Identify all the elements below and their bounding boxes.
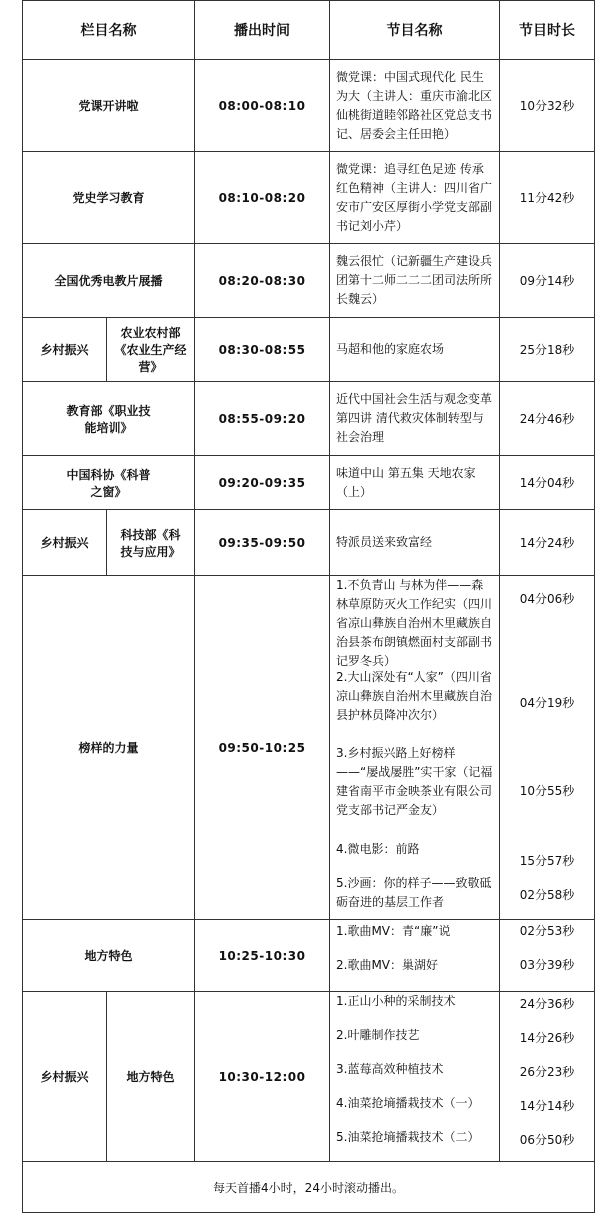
column-name-secondary: 农业农村部《农业生产经营》 xyxy=(107,318,195,382)
table-row xyxy=(23,244,595,318)
program-duration: 24分36秒 xyxy=(519,997,575,1011)
header-duration: 节目时长 xyxy=(500,1,595,60)
header-program-name: 节目名称 xyxy=(330,1,500,60)
program-item: 2.叶雕制作技艺 xyxy=(336,1028,420,1042)
program-item: 1.不负青山 与林为伴——森林草原防灭火工作纪实（四川省凉山彝族自治州木里藏族自治县茶布朗镇燃面村支部副书记罗冬兵） xyxy=(336,578,493,668)
column-name: 地方特色 xyxy=(23,920,195,992)
header-column-name: 栏目名称 xyxy=(23,1,195,60)
column-name-primary: 乡村振兴 xyxy=(23,318,107,382)
header-broadcast-time: 播出时间 xyxy=(195,1,330,60)
table-row xyxy=(23,152,595,244)
broadcast-time: 08:00-08:10 xyxy=(195,60,330,152)
broadcast-time: 08:30-08:55 xyxy=(195,318,330,382)
program-list xyxy=(336,576,493,916)
broadcast-time: 09:20-09:35 xyxy=(195,456,330,510)
table-row xyxy=(23,318,595,382)
program-duration: 14分04秒 xyxy=(500,456,595,510)
column-name: 中国科协《科普之窗》 xyxy=(23,456,195,510)
program-item: 5.油菜抢墒播栽技术（二） xyxy=(336,1130,480,1144)
broadcast-time: 08:10-08:20 xyxy=(195,152,330,244)
broadcast-time: 09:35-09:50 xyxy=(195,510,330,576)
program-duration: 09分14秒 xyxy=(500,244,595,318)
program-name: 微党课：追寻红色足迹 传承红色精神（主讲人：四川省广安市广安区厚街小学党支部副书记刘小芹） xyxy=(330,152,500,244)
program-item: 5.沙画：你的样子——致敬砥砺奋进的基层工作者 xyxy=(336,876,492,909)
program-duration: 26分23秒 xyxy=(519,1065,575,1079)
program-duration: 03分39秒 xyxy=(519,958,575,972)
program-item: 4.油菜抢墒播栽技术（一） xyxy=(336,1096,480,1110)
program-item: 2.歌曲MV：巢湖好 xyxy=(336,958,439,972)
program-item: 1.正山小种的采制技术 xyxy=(336,994,456,1008)
column-name: 党史学习教育 xyxy=(23,152,195,244)
column-name-primary: 乡村振兴 xyxy=(23,510,107,576)
program-list-cell xyxy=(330,920,500,992)
program-item: 4.微电影：前路 xyxy=(336,842,420,856)
program-duration: 14分26秒 xyxy=(519,1031,575,1045)
column-name: 党课开讲啦 xyxy=(23,60,195,152)
program-duration: 11分42秒 xyxy=(500,152,595,244)
program-item: 3.乡村振兴路上好榜样——“屡战屡胜”实干家（记福建省南平市金映茶业有限公司党支部书记严金友） xyxy=(336,746,493,817)
program-duration: 04分19秒 xyxy=(519,696,575,710)
program-name: 马超和他的家庭农场 xyxy=(330,318,500,382)
duration-list-cell xyxy=(500,920,595,992)
column-name: 榜样的力量 xyxy=(23,576,195,920)
program-list-cell xyxy=(330,992,500,1162)
program-item: 3.蓝莓高效种植技术 xyxy=(336,1062,444,1076)
program-name: 味道中山 第五集 天地农家（上） xyxy=(330,456,500,510)
table-row xyxy=(23,382,595,456)
table-row xyxy=(23,60,595,152)
broadcast-time: 09:50-10:25 xyxy=(195,576,330,920)
table-row xyxy=(23,510,595,576)
column-name: 全国优秀电教片展播 xyxy=(23,244,195,318)
program-duration: 24分46秒 xyxy=(500,382,595,456)
program-item: 2.大山深处有“人家”（四川省凉山彝族自治州木里藏族自治县护林员降冲次尔） xyxy=(336,670,493,722)
program-name: 微党课：中国式现代化 民生为大（主讲人：重庆市渝北区仙桃街道睦邻路社区党总支书记、居委会主任田艳） xyxy=(330,60,500,152)
program-duration: 02分53秒 xyxy=(519,924,575,938)
program-name: 特派员送来致富经 xyxy=(330,510,500,576)
program-name: 魏云很忙（记新疆生产建设兵团第十二师二二二团司法所所长魏云） xyxy=(330,244,500,318)
column-name-secondary: 地方特色 xyxy=(107,992,195,1162)
table-row xyxy=(23,920,595,992)
column-name-primary: 乡村振兴 xyxy=(23,992,107,1162)
table-row xyxy=(23,456,595,510)
column-name: 教育部《职业技能培训》 xyxy=(23,382,195,456)
duration-list xyxy=(500,576,594,916)
program-name: 近代中国社会生活与观念变革 第四讲 清代救灾体制转型与社会治理 xyxy=(330,382,500,456)
program-duration: 14分14秒 xyxy=(519,1099,575,1113)
duration-list-cell xyxy=(500,992,595,1162)
program-duration: 10分55秒 xyxy=(519,784,575,798)
program-duration: 25分18秒 xyxy=(500,318,595,382)
schedule-table xyxy=(22,0,595,1213)
broadcast-time: 08:20-08:30 xyxy=(195,244,330,318)
program-duration: 02分58秒 xyxy=(519,888,575,902)
footer-row xyxy=(23,1162,595,1213)
program-duration: 06分50秒 xyxy=(519,1133,575,1147)
broadcast-time: 10:25-10:30 xyxy=(195,920,330,992)
header-row xyxy=(23,1,595,60)
duration-list-cell xyxy=(500,576,595,920)
program-duration: 14分24秒 xyxy=(500,510,595,576)
table-row xyxy=(23,992,595,1162)
broadcast-time: 10:30-12:00 xyxy=(195,992,330,1162)
program-duration: 04分06秒 xyxy=(519,592,575,606)
table-row xyxy=(23,576,595,920)
program-duration: 15分57秒 xyxy=(519,854,575,868)
program-duration: 10分32秒 xyxy=(500,60,595,152)
program-item: 1.歌曲MV：青“廉”说 xyxy=(336,924,451,938)
column-name-secondary: 科技部《科技与应用》 xyxy=(107,510,195,576)
program-list-cell xyxy=(330,576,500,920)
broadcast-time: 08:55-09:20 xyxy=(195,382,330,456)
footer-note: 每天首播4小时，24小时滚动播出。 xyxy=(23,1162,595,1213)
